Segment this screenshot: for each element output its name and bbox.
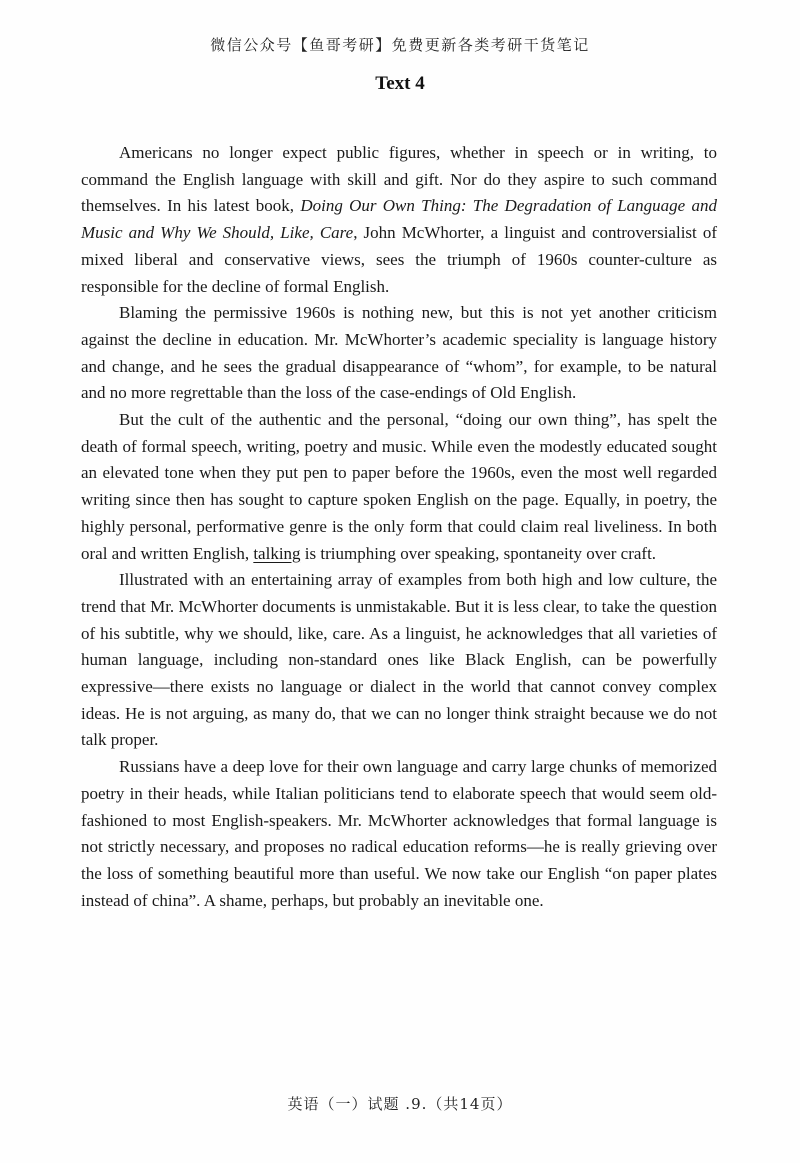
book-title: Doing Our Own Thing: The Degradation of Language and Music and Why We Should, Like, Care	[81, 196, 717, 243]
paragraph-1	[81, 140, 717, 300]
paragraph-5: Russians have a deep love for their own language and carry large chunks of memorized poetry in their heads, while Italian politicians tend to elaborate speech that would seem old-fashioned to most English-speakers. Mr. McWhorter acknowledges that formal language is not strictly necessary, and proposes no radical education reforms—he is really grieving over the loss of something beautiful more than useful. We now take our English “on paper plates instead of china”. A shame, perhaps, but probably an inevitable one.	[81, 757, 717, 910]
underlined-word: talking	[253, 543, 301, 563]
paragraph-1-text-a: Americans no longer expect public figures, whether in speech or in writing, to command the English language with skill and gift. Nor do they aspire to such command themselves. In his latest book,	[81, 143, 717, 216]
paragraph-1-text-b: , John McWhorter, a linguist and controversialist of mixed liberal and conservative views, sees the triumph of 1960s counter-culture as responsible for the decline of formal English.	[81, 223, 717, 296]
paragraph-3-text-a: But the cult of the authentic and the personal, “doing our own thing”, has spelt the death of formal speech, writing, poetry and music. While even the modestly educated sought an elevated tone when they put pen to paper before the 1960s, even the most well regarded writing since then has sought to capture spoken English on the page. Equally, in poetry, the highly personal, performative genre is the only form that could claim real liveliness. In both oral and written English,	[81, 410, 717, 563]
passage-body	[81, 140, 717, 914]
page-footer: 英语（一）试题 .9.（共14页）	[287, 1095, 513, 1113]
passage-title: Text 4	[375, 73, 425, 94]
paragraph-3-text-b: is triumphing over speaking, spontaneity over craft.	[300, 543, 657, 563]
paragraph-4: Illustrated with an entertaining array of examples from both high and low culture, the trend that Mr. McWhorter documents is unmistakable. But it is less clear, to take the question of his subtitle, why we should, like, care. As a linguist, he acknowledges that all varieties of human language, including non-standard ones like Black English, can be powerfully expressive—there exists no language or dialect in the world that cannot convey complex ideas. He is not arguing, as many do, that we can no longer think straight because we do not talk proper.	[81, 570, 717, 750]
watermark-header: 微信公众号【鱼哥考研】免费更新各类考研干货笔记	[210, 36, 590, 54]
paragraph-3	[81, 407, 717, 567]
paragraph-2: Blaming the permissive 1960s is nothing new, but this is not yet another criticism against the decline in education. Mr. McWhorter’s academic speciality is language history and change, and he sees the gradual disappearance of “whom”, for example, to be natural and no more regrettable than the loss of the case-endings of Old English.	[81, 303, 717, 403]
